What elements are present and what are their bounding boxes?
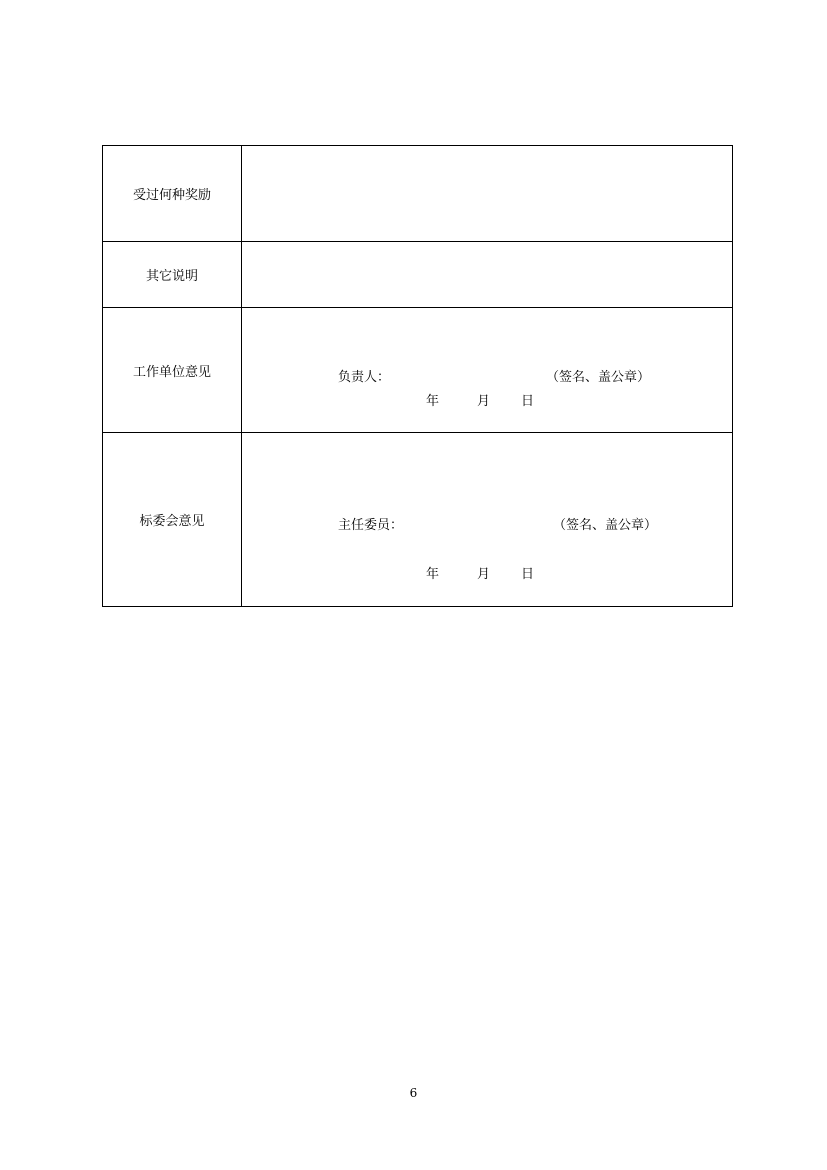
form-row-committee-opinion <box>103 433 733 607</box>
committee-sign-note: （签名、盖公章） <box>553 518 658 533</box>
form-row-employer-opinion <box>103 308 733 433</box>
awards-field[interactable] <box>242 146 733 242</box>
employer-signer-label: 负责人： <box>338 370 391 385</box>
employer-signature-line <box>242 366 732 385</box>
page-number: 6 <box>409 1086 418 1100</box>
other-notes-field[interactable] <box>242 242 733 308</box>
awards-label: 受过何种奖励 <box>103 146 242 242</box>
employer-opinion-field[interactable] <box>242 308 733 433</box>
committee-signature-line <box>242 514 732 533</box>
employer-opinion-label: 工作单位意见 <box>103 308 242 433</box>
committee-date-line <box>242 563 732 582</box>
employer-sign-note: （签名、盖公章） <box>546 370 651 385</box>
committee-date-month: 月 <box>477 567 491 582</box>
committee-opinion-label: 标委会意见 <box>103 433 242 607</box>
employer-date-day: 日 <box>521 394 535 409</box>
committee-date-day: 日 <box>521 567 535 582</box>
employer-date-year: 年 <box>426 394 440 409</box>
employer-date-month: 月 <box>477 394 491 409</box>
form-row-other-notes <box>103 242 733 308</box>
committee-date-year: 年 <box>426 567 440 582</box>
committee-signer-label: 主任委员： <box>338 518 404 533</box>
application-form-table <box>102 145 733 607</box>
other-notes-label: 其它说明 <box>103 242 242 308</box>
committee-opinion-field[interactable] <box>242 433 733 607</box>
employer-date-line <box>242 390 732 409</box>
form-row-awards <box>103 146 733 242</box>
